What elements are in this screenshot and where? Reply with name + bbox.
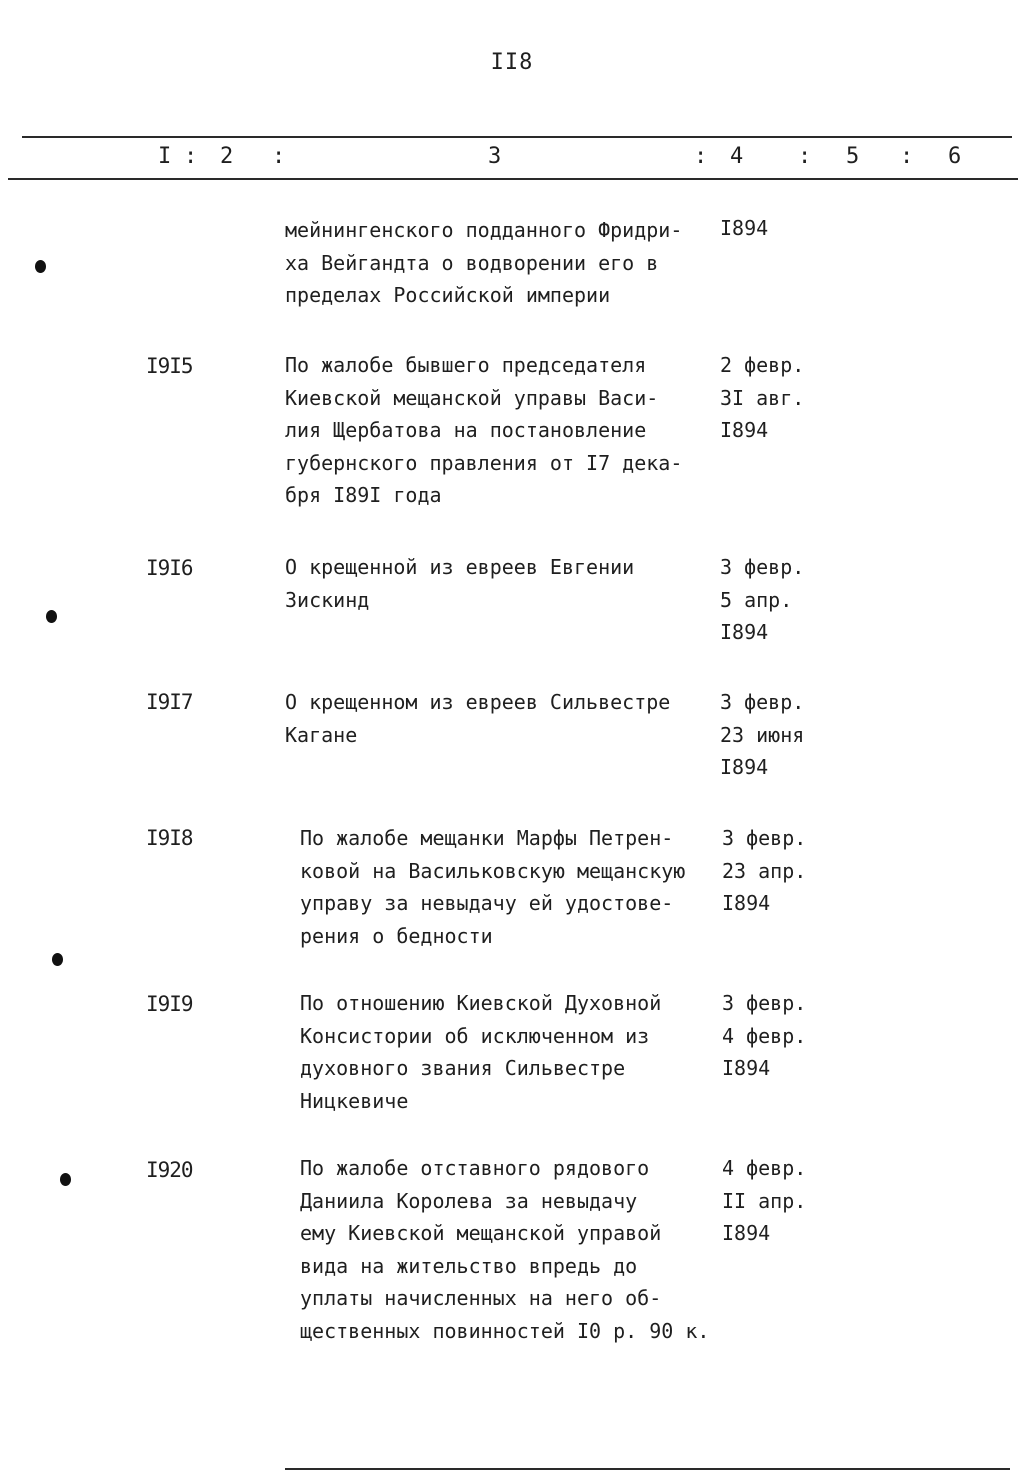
- description-line: лия Щербатова на постановление: [285, 418, 647, 442]
- punch-hole-mark: [35, 260, 46, 273]
- description-line: По жалобе отставного рядового: [300, 1156, 650, 1180]
- date-line: I894: [722, 1056, 771, 1080]
- entry-number: I9I8: [146, 826, 193, 850]
- date-line: I894: [720, 755, 769, 779]
- column-header-6: 6: [948, 144, 962, 169]
- entry-number: I9I6: [146, 556, 193, 580]
- description-line: ему Киевской мещанской управой: [300, 1221, 662, 1245]
- description-line: щественных повинностей I0 р. 90 к.: [300, 1318, 710, 1343]
- description-line: Зискинд: [285, 587, 370, 612]
- column-header-5: 5: [846, 144, 860, 169]
- date-line: 3 февр.: [722, 826, 807, 850]
- date-line: 4 февр.: [722, 1156, 807, 1180]
- description-line: губернского правления от I7 дека-: [285, 450, 683, 475]
- entry-dates: [720, 686, 804, 784]
- entry-dates: [722, 1152, 806, 1250]
- punch-hole-mark: [52, 953, 63, 966]
- description-line: О крещенном из евреев Сильвестре: [285, 690, 671, 714]
- column-separator: :: [694, 144, 708, 169]
- description-line: По жалобе мещанки Марфы Петрен-: [300, 826, 674, 850]
- column-header-2: 2: [220, 144, 234, 169]
- page-number: II8: [490, 50, 534, 75]
- entry-dates: [720, 551, 804, 649]
- description-line: вида на жительство впредь до: [300, 1253, 638, 1278]
- date-line: 3 февр.: [720, 555, 805, 579]
- description-line: Даниила Королева за невыдачу: [300, 1188, 638, 1213]
- date-line: 3I авг.: [720, 385, 805, 410]
- description-line: ха Вейгандта о водворении его в: [285, 250, 659, 275]
- date-line: I894: [722, 1221, 771, 1245]
- date-line: I894: [722, 891, 771, 915]
- description-line: духовного звания Сильвестре: [300, 1056, 626, 1080]
- rule-top: [22, 136, 1012, 138]
- entry-description: [300, 1152, 709, 1347]
- entry-number: I9I5: [146, 354, 193, 378]
- description-line: Киевской мещанской управы Васи-: [285, 385, 659, 410]
- entry-number: I920: [146, 1158, 193, 1182]
- date-line: I894: [720, 620, 769, 644]
- description-line: управу за невыдачу ей удостове-: [300, 891, 674, 915]
- date-line: 5 апр.: [720, 587, 793, 612]
- date-line: 4 февр.: [722, 1023, 807, 1048]
- description-line: бря I89I года: [285, 483, 442, 507]
- description-line: уплаты начисленных на него об-: [300, 1286, 662, 1310]
- entry-dates: [722, 822, 806, 920]
- date-line: 3 февр.: [720, 690, 805, 714]
- entry-number: I9I7: [146, 690, 193, 714]
- entry-dates: [720, 212, 768, 245]
- punch-hole-mark: [46, 610, 57, 623]
- entry-dates: [720, 349, 804, 447]
- column-header-1: I: [158, 144, 172, 169]
- date-line: I894: [720, 418, 769, 442]
- punch-hole-mark: [60, 1173, 71, 1186]
- column-separator: :: [798, 144, 812, 169]
- description-line: мейнингенского подданного Фридри-: [285, 218, 683, 242]
- description-line: Консистории об исключенном из: [300, 1023, 650, 1048]
- entry-description: [300, 822, 685, 952]
- rule-bottom: [285, 1468, 1010, 1470]
- date-line: 3 февр.: [722, 991, 807, 1015]
- description-line: Кагане: [285, 722, 358, 747]
- date-line: 2 февр.: [720, 353, 805, 377]
- entry-description: [285, 686, 670, 751]
- date-line: I894: [720, 216, 769, 240]
- date-line: II апр.: [722, 1188, 807, 1213]
- description-line: пределах Российской империи: [285, 283, 611, 307]
- date-line: 23 апр.: [722, 858, 807, 883]
- description-line: По жалобе бывшего председателя: [285, 353, 647, 377]
- entry-description: [285, 214, 682, 312]
- description-line: Ницкевиче: [300, 1088, 409, 1113]
- description-line: ковой на Васильковскую мещанскую: [300, 858, 686, 883]
- description-line: По отношению Киевской Духовной: [300, 991, 662, 1015]
- column-separator: :: [272, 144, 286, 169]
- entry-description: [285, 349, 682, 512]
- description-line: рения о бедности: [300, 923, 493, 948]
- entry-number: I9I9: [146, 992, 193, 1016]
- rule-mid: [8, 178, 1018, 180]
- entry-description: [300, 987, 661, 1117]
- column-header-3: 3: [488, 144, 502, 169]
- date-line: 23 июня: [720, 722, 805, 747]
- column-separator: :: [184, 144, 198, 169]
- column-separator: :: [900, 144, 914, 169]
- entry-dates: [722, 987, 806, 1085]
- entry-description: [285, 551, 634, 616]
- description-line: О крещенной из евреев Евгении: [285, 555, 635, 579]
- column-header-4: 4: [730, 144, 744, 169]
